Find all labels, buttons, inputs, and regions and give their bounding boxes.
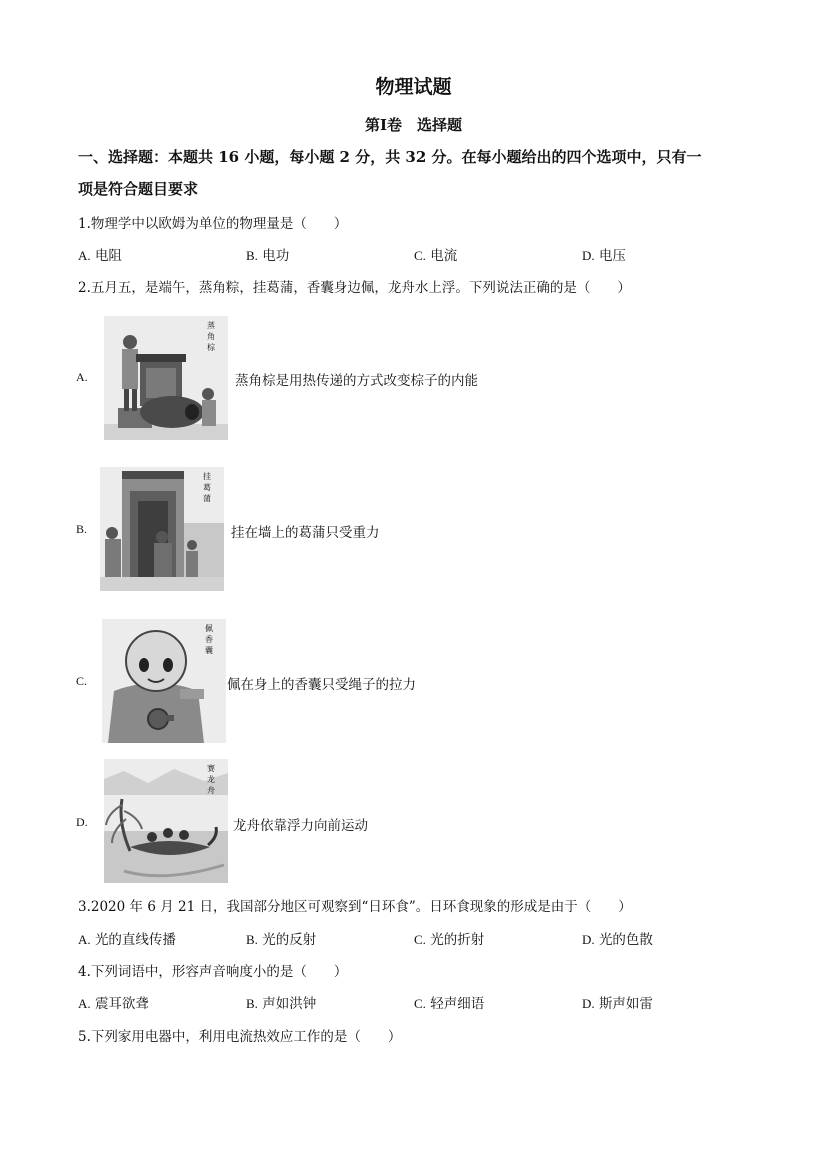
q4-option-d-text: 斯声如雷 [598, 996, 653, 1012]
q1-option-c-text: 电流 [430, 248, 458, 264]
q1-option-d[interactable] [582, 244, 626, 264]
question-2-stem: 2.五月五，是端午，蒸角粽，挂葛蒲，香囊身边佩，龙舟水上浮。下列说法正确的是（ ） [78, 280, 631, 296]
q2-option-d-label[interactable]: D. [76, 815, 88, 829]
q2-option-b-label[interactable]: B. [76, 522, 88, 536]
question-4-stem: 4.下列词语中，形容声音响度小的是（ ） [78, 964, 348, 980]
q4-option-c-text: 轻声细语 [430, 996, 485, 1012]
q3-option-a[interactable] [78, 928, 176, 948]
q1-option-d-text: 电压 [598, 248, 626, 264]
q2-option-b-caption: 挂葛蒲 [203, 472, 211, 503]
q1-option-c[interactable] [414, 244, 457, 264]
question-5-stem: 5.下列家用电器中，利用电流热效应工作的是（ ） [78, 1029, 402, 1045]
q2-option-d-text: 龙舟依靠浮力向前运动 [233, 818, 368, 834]
q1-option-b-text: 电功 [262, 248, 290, 264]
q2-option-a-text: 蒸角棕是用热传递的方式改变棕子的内能 [235, 373, 478, 389]
q2-option-c-text: 佩在身上的香囊只受绳子的拉力 [227, 677, 416, 693]
q2-option-c-label[interactable]: C. [76, 674, 88, 688]
q1-option-a-label: A. [78, 248, 91, 263]
question-3-stem: 3.2020 年 6 月 21 日，我国部分地区可观察到“日环食”。日环食现象的形成是由于（ ） [78, 899, 632, 915]
q4-option-c-label: C. [414, 996, 426, 1011]
q4-option-d[interactable] [582, 992, 653, 1012]
q4-option-a-label: A. [78, 996, 91, 1011]
sachet-illustration [102, 619, 226, 743]
q3-option-d[interactable] [582, 928, 653, 948]
q3-option-a-text: 光的直线传播 [94, 932, 176, 948]
volume-subtitle: 第Ⅰ卷 选择题 [364, 116, 463, 134]
q3-option-b[interactable] [246, 928, 316, 948]
steamed-zongzi-illustration [104, 316, 228, 440]
q1-option-c-label: C. [414, 248, 426, 263]
q4-option-d-label: D. [582, 996, 595, 1011]
q3-option-d-label: D. [582, 932, 595, 947]
q3-option-b-text: 光的反射 [262, 932, 317, 948]
q2-option-d-caption: 赛龙舟 [207, 764, 215, 795]
exam-title: 物理试题 [375, 76, 452, 98]
q4-option-b-label: B. [246, 996, 258, 1011]
q3-option-d-text: 光的色散 [598, 932, 653, 948]
q4-option-a[interactable] [78, 992, 149, 1012]
q4-option-b-text: 声如洪钟 [262, 996, 317, 1012]
hanging-calamus-illustration [100, 467, 224, 591]
q4-option-a-text: 震耳欲聋 [94, 996, 149, 1012]
q3-option-c-label: C. [414, 932, 426, 947]
q4-option-c[interactable] [414, 992, 484, 1012]
q3-option-c-text: 光的折射 [430, 932, 485, 948]
q2-option-c-caption: 佩香囊 [205, 624, 213, 655]
section-heading-line1: 一、选择题：本题共 16 小题，每小题 2 分，共 32 分。在每小题给出的四个选项中，只有一 [78, 148, 702, 166]
q2-option-a-caption: 蒸角棕 [207, 321, 215, 352]
q1-option-a[interactable] [78, 244, 122, 264]
q2-option-a-label[interactable]: A. [76, 370, 88, 384]
q1-option-a-text: 电阻 [94, 248, 122, 264]
section-heading-line2: 项是符合题目要求 [78, 180, 199, 198]
question-1-stem: 1.物理学中以欧姆为单位的物理量是（ ） [78, 216, 348, 232]
q3-option-b-label: B. [246, 932, 258, 947]
q1-option-b[interactable] [246, 244, 289, 264]
dragon-boat-illustration [104, 759, 228, 883]
q2-option-b-text: 挂在墙上的葛蒲只受重力 [231, 525, 380, 541]
q1-option-b-label: B. [246, 248, 258, 263]
q1-option-d-label: D. [582, 248, 595, 263]
q3-option-a-label: A. [78, 932, 91, 947]
q3-option-c[interactable] [414, 928, 484, 948]
q4-option-b[interactable] [246, 992, 316, 1012]
